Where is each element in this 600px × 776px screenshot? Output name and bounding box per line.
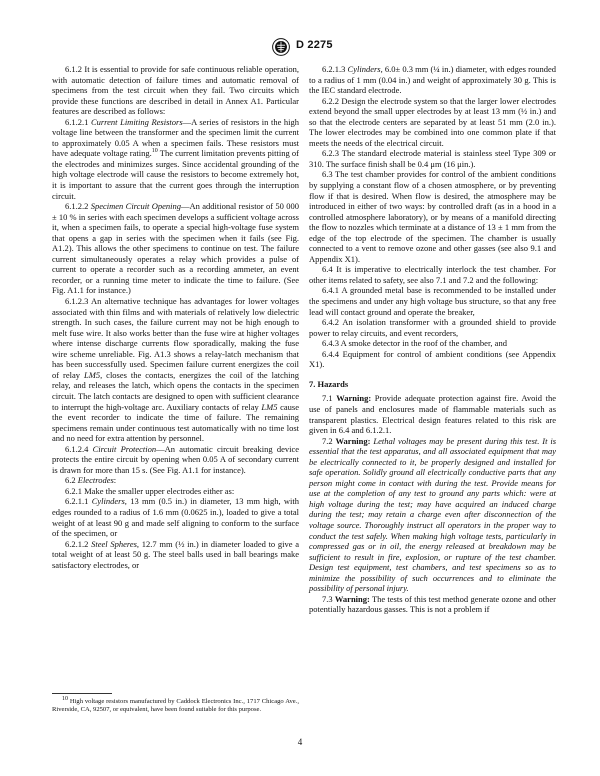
document-designation: D 2275 — [296, 39, 333, 51]
paragraph-6-1-2-3: 6.1.2.3 An alternative technique has advantages for lower voltages associated with thin films and with materials of relatively low dielectric strength. In such cases, the failure current may not be high enough to melt fuse wire. It also works better than the fuse wire at higher voltages where intense discharge currents flow sporadically, making the fuse wire scheme unreliable. Fig. A1.3 shows a relay-latch mechanism that has been successfully used. Specimen failure current energizes the coil of relay LM5, closes the contacts, energizes the coil of the latching relay, and releases the latch, which opens the contacts in the specimen circuit. The latch contacts are designed to open with sufficient clearance to interrupt the high-voltage arc. Auxiliary contacts of relay LM5 cause the event recorder to indicate the time of failure. The remaining specimens remain under continuous test automatically with no time lost and no need for extra attention by personnel. — [52, 296, 299, 444]
paragraph-6-3: 6.3 The test chamber provides for control of the ambient conditions by supplying a constant flow of a chosen atmosphere, or by preventing flow if that is desired. When flow is desired, the atmosphere may be introduced in either of two ways: by controlled draft (as in a hood in a controlled atmosphere laboratory), or by means of a manifold directing the flow to nozzles which terminate at a distance of 13 ± 1 mm from the edge of the top electrode of the specimen. The chamber is usually connected to a vent to remove ozone and other gasses (see also 9.1 and Appendix X1). — [309, 169, 556, 264]
paragraph-6-2-3: 6.2.3 The standard electrode material is stainless steel Type 309 or 310. The surface finish shall be 0.4 μm (16 μin.). — [309, 148, 556, 169]
paragraph-6-2-1-3: 6.2.1.3 Cylinders, 6.0± 0.3 mm (¼ in.) diameter, with edges rounded to a radius of 1 mm (0.04 in.) and weight of approximately 30 g. This is the IEC standard electrode. — [309, 64, 557, 96]
paragraph-6-4-1: 6.4.1 A grounded metal base is recommended to be installed under the specimens and under any high voltage bus structure, so that any free lead will contact ground and operate the breaker, — [309, 285, 556, 317]
footnote-divider — [52, 693, 112, 694]
section-heading-hazards: 7. Hazards — [309, 378, 349, 389]
paragraph-6-2-2: 6.2.2 Design the electrode system so that the larger lower electrodes extend beyond the small upper electrodes by at least 13 mm (½ in.) and so that the electrode centers are separated by at least 51 mm (2.0 in.). The lower electrodes may be combined into one common plate if that meets the needs of the electrical circuit. — [309, 95, 556, 148]
right-column — [309, 64, 556, 615]
paragraph-6-4-3: 6.4.3 A smoke detector in the roof of the chamber, and — [322, 338, 507, 349]
left-column — [52, 64, 299, 570]
paragraph-6-4-2: 6.4.2 An isolation transformer with a grounded shield to provide power to relay circuits, and event recorders, — [309, 317, 556, 338]
paragraph-6-2: 6.2 Electrodes: — [65, 475, 117, 486]
paragraph-7-3: 7.3 Warning: The tests of this test method generate ozone and other potentially hazardous gasses. This is not a problem if — [309, 593, 557, 615]
paragraph-6-2-1-1: 6.2.1.1 Cylinders, 13 mm (0.5 in.) in diameter, 13 mm high, with edges rounded to a radius of 1.6 mm (0.0625 in.), loaded to give a total weight of at least 90 g and made self aligning to conform to the surface of the specimen, or — [52, 496, 300, 539]
page-header — [0, 36, 600, 58]
paragraph-7-2: 7.2 Warning: Lethal voltages may be present during this test. It is essential that the test apparatus, and all associated equipment that may be electrically connected to it, be properly designed and installed for safe operation. Solidly ground all electrically conductive parts that any person might come in contact with during the test. Provide means for use at the completion of any test to ground any parts which: were at high voltage during the test; may have acquired an induced charge during the test; may retain a charge even after disconnection of the voltage source. Thoroughly instruct all operators in the proper way to conduct the test safely. When making high voltage tests, particularly in compressed gas or in oil, the energy released at breakdown may be sufficient to result in fire, explosion, or rupture of the test chamber. Design test equipment, test chambers, and test specimens so as to minimize the possibility of such occurrences and to eliminate the possibility of personal injury. — [309, 435, 556, 594]
paragraph-6-2-1: 6.2.1 Make the smaller upper electrodes either as: — [65, 485, 235, 496]
paragraph-6-4-4: 6.4.4 Equipment for control of ambient conditions (see Appendix X1). — [309, 348, 556, 370]
paragraph-7-1: 7.1 Warning: Provide adequate protection against fire. Avoid the use of panels and enclosures made of flammable materials such as transparent plastics. Electrical design features related to this risk are given in 6.4 and 6.1.2.1. — [309, 393, 557, 436]
astm-logo-icon — [272, 38, 290, 56]
paragraph-6-1-2-4: 6.1.2.4 Circuit Protection—An automatic circuit breaking device protects the entire circuit by opening when 0.05 A of secondary current is drawn for more than 15 s. (See Fig. A1.1 for instance). — [52, 443, 300, 475]
paragraph-6-1-2: 6.1.2 It is essential to provide for safe continuous reliable operation, with automatic detection of failure times and automatic removal of specimens from the test circuit when they fail. Two circuits which provide these functions are described in detail in Annex A1. Particular features are described as follows: — [52, 64, 299, 117]
paragraph-6-1-2-2: 6.1.2.2 Specimen Circuit Opening—An additional resistor of 50 000 ± 10 % in series with each specimen develops a sufficient voltage across it, when a specimen fails, to operate a special high-voltage fuse system that opens a gap in series with the specimen when it fails (see Fig. A1.2). This allows the other specimens to continue on test. The failure current simultaneously operates a relay which provides a pulse of current to operate a recorder such as a recording ammeter, an event recorder, or a running time meter to indicate the time to failure. (See Fig. A1.1 for instance.) — [52, 201, 300, 296]
page-number: 4 — [297, 737, 303, 747]
paragraph-6-2-1-2: 6.2.1.2 Steel Spheres, 12.7 mm (½ in.) in diameter loaded to give a total weight of at least 50 g. The steel balls used in ball bearings make satisfactory electrodes, or — [52, 538, 299, 570]
paragraph-6-4: 6.4 It is imperative to electrically interlock the test chamber. For other items related to safety, see also 7.1 and 7.2 and the following: — [309, 264, 556, 285]
paragraph-6-1-2-1: 6.1.2.1 Current Limiting Resistors—A series of resistors in the high voltage line between the transformer and the specimen limit the current to approximately 0.05 A when a specimen fails. These resistors must have adequate voltage rating.$^{10}$ The current limitation prevents pitting of the electrodes and minimizes surges. Since accidental grounding of the high voltage electrode will cause the resistors to become extremely hot, it is important to assure that the current goes through the interruption circuit. — [52, 116, 300, 201]
footnote-10: $^{10}$ High voltage resistors manufactured by Caddock Electronics Inc., 1717 Chicago Ave., Riverside, CA, 92507, or equivalent, have been found suitable for this purpose. — [52, 695, 299, 714]
